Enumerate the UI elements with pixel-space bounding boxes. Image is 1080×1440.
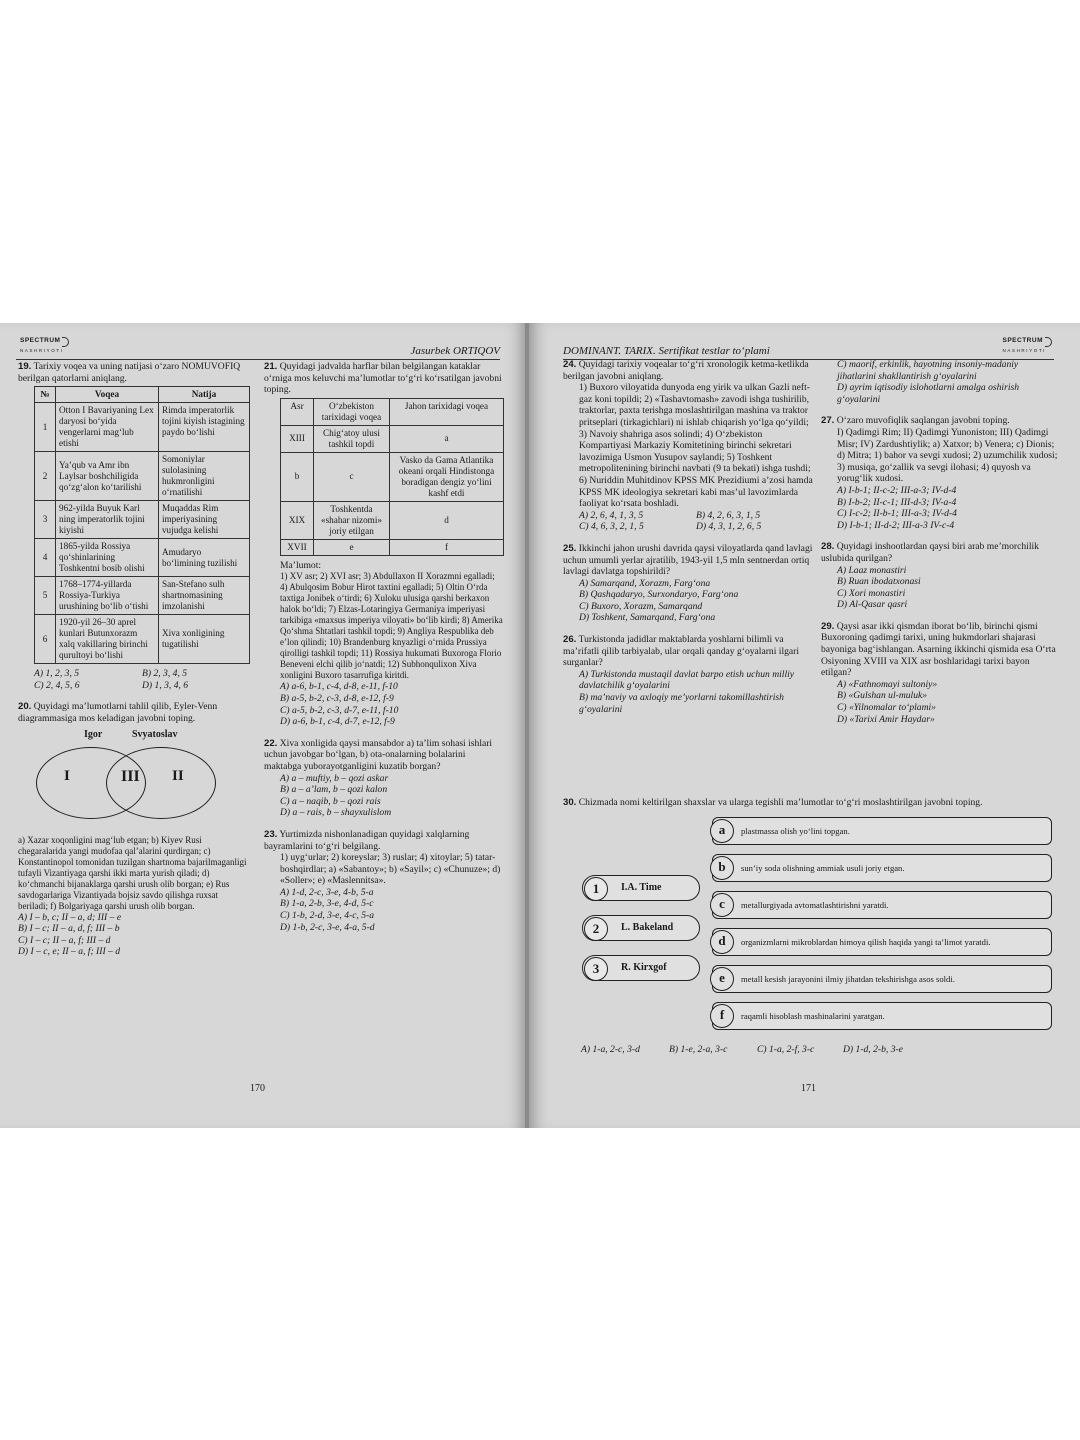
person-box-2	[582, 915, 700, 941]
table-header: Voqea	[56, 387, 159, 403]
table-cell: Chig‘atoy ulusi tashkil topdi	[314, 425, 390, 452]
table-row	[281, 425, 504, 452]
answer-b[interactable]: B) 4, 2, 6, 3, 1, 5	[696, 509, 761, 521]
question-29	[821, 621, 1059, 725]
table-cell: 2	[35, 452, 56, 501]
table-cell: XVII	[281, 539, 314, 555]
fact-box-c	[712, 891, 1052, 919]
table-cell: Xiva xonligining tugatilishi	[158, 615, 249, 664]
table-row	[35, 501, 250, 539]
answer-d[interactable]: D) I – c, e; II – a, f; III – d	[18, 946, 121, 958]
question-number: 25.	[563, 542, 577, 554]
question-text: Chizmada nomi keltirilgan shaxslar va ularga tegishli ma’lumotlar to‘g‘ri moslashtirilgan javobni toping.	[578, 797, 983, 808]
fact-key: e	[710, 967, 734, 991]
table-cell: 1	[35, 403, 56, 452]
q30-matching-diagram	[576, 809, 1066, 1033]
info-body: 1) XV asr; 2) XVI asr; 3) Abdullaxon II Xorazmni egalladi; 4) Abulqosim Bobur Hirot taxtini egalladi; 5) Oltin O‘rda taxtiga Jonibek o‘tirdi; 6) Xuloku ulusiga qarshi berkaxon halok bo‘ldi; 7) Elzas-Lotaringiya Germaniya imperiyasi tarkibiga «maxsus imperiya viloyati» bo‘lib kirdi; 8) Amerika Qo‘shma Shtatlari tashkil topdi; 9) Angliya Respublika deb e’lon qilindi; 10) Brandenburg knyazligi o‘rnida Prussiya qirolligi tashkil topdi; 11) Rossiya hukumati Buxoroga Florio Beneveni elchi qilib jo‘natdi; 12) Subhonqulixon Xiva xonligini Buxoro tasarrufiga kiritdi.	[280, 571, 503, 681]
answer-d[interactable]: D) 4, 3, 1, 2, 6, 5	[696, 521, 762, 533]
question-number: 28.	[821, 541, 835, 553]
answer-c[interactable]: C) Xori monastiri	[837, 587, 906, 599]
answer-a[interactable]: A) a – muftiy, b – qozi askar	[280, 772, 389, 784]
question-number: 29.	[821, 620, 835, 632]
page-number: 171	[801, 1083, 816, 1094]
answer-d[interactable]: D) a-6, b-1, c-4, d-7, e-12, f-9	[280, 716, 395, 728]
table-cell: b	[281, 452, 314, 501]
answer-d[interactable]: D) 1-b, 2-c, 3-e, 4-a, 5-d	[280, 921, 375, 933]
fact-text: metall kesish jarayonini ilmiy jihatdan tekshirishga asos soldi.	[741, 974, 955, 984]
table-cell: Rimda imperatorlik tojini kiyish istagining paydo bo‘lishi	[158, 403, 249, 452]
table-cell: XIX	[281, 501, 314, 539]
table-cell: Toshkentda «shahar nizomi» joriy etilgan	[314, 501, 390, 539]
answer-c[interactable]: C) I – c; II – a, f; III – d	[18, 934, 111, 946]
question-number: 30.	[563, 797, 577, 808]
fact-box-e	[712, 965, 1052, 993]
table-cell: 4	[35, 539, 56, 577]
question-number: 22.	[264, 737, 278, 749]
right-header	[563, 335, 1054, 360]
fact-text: raqamli hisoblash mashinalarini yaratgan.	[741, 1011, 885, 1021]
fact-key: a	[710, 819, 734, 843]
answer-b[interactable]: B) Qashqadaryo, Surxondaryo, Farg‘ona	[579, 589, 739, 601]
table-header: O‘zbekiston tarixidagi voqea	[314, 398, 390, 425]
question-23	[264, 829, 504, 933]
logo-arc-icon	[1045, 337, 1052, 347]
answer-c[interactable]: C) a – naqib, b – qozi rais	[280, 795, 381, 807]
answer-c[interactable]: C) 1-b, 2-d, 3-e, 4-c, 5-a	[280, 910, 375, 922]
answer-d[interactable]: D) Al-Qasar qasri	[837, 599, 908, 611]
person-number: 3	[584, 957, 608, 981]
answer-a[interactable]: A) Turkistonda mustaqil davlat barpo etish uchun milliy davlatchilik g‘oyalarini	[579, 668, 795, 692]
venn-right-label: Svyatoslav	[132, 728, 178, 740]
answer-c[interactable]: C) 2, 4, 5, 6	[34, 679, 80, 691]
answer-c[interactable]: C) 1-a, 2-f, 3-c	[757, 1044, 815, 1055]
answer-d[interactable]: D) «Tarixi Amir Haydar»	[837, 713, 935, 725]
table-cell: 1920-yil 26–30 aprel kunlari Butunxorazm xalq vakillaring birinchi qurultoyi bo‘lishi	[56, 615, 159, 664]
answer-b[interactable]: B) 1-a, 2-b, 3-e, 4-d, 5-c	[280, 898, 374, 910]
answer-b[interactable]: B) ma’naviy va axloqiy me’yorlarni takomillashtirish g‘oyalarini	[579, 692, 784, 715]
table-cell: Somoniylar sulolasining hukmronligini o‘rnatilishi	[158, 452, 249, 501]
answer-a[interactable]: A) 1-a, 2-c, 3-d	[581, 1044, 640, 1055]
table-row	[35, 577, 250, 615]
fact-text: sun’iy soda olishning ammiak usuli joriy etgan.	[741, 863, 905, 873]
question-22	[264, 738, 504, 819]
logo-arc-icon	[62, 337, 69, 347]
person-box-3	[582, 955, 700, 981]
question-text: Turkistonda jadidlar maktablarda yoshlarni bilimli va ma’rifatli qilib tarbiyalab, ular orqali qanday g‘oyalarni ilgari surganlar?	[563, 634, 800, 669]
question-text: Xiva xonligida qaysi mansabdor a) ta’lim sohasi ishlari uchun javobgar bo‘lgan, b) ota-onalarning bolalarini maktabga yuborayotganligini kuzatib borgan?	[264, 737, 493, 772]
table-row	[35, 539, 250, 577]
question-number: 27.	[821, 415, 835, 427]
fact-text: organizmlarni mikroblardan himoya qilish haqida yangi ta’limot yaratdi.	[741, 937, 991, 947]
venn-region-1: I	[64, 767, 70, 784]
book-spread	[0, 323, 1080, 1128]
table-row	[35, 452, 250, 501]
table-row	[35, 615, 250, 664]
person-box-1	[582, 875, 700, 901]
question-text: Quyidagi inshootlardan qaysi biri arab me’morchilik uslubida qurilgan?	[821, 541, 1039, 564]
answer-b[interactable]: B) 2, 3, 4, 5	[142, 668, 188, 680]
question-text: Yurtimizda nishonlanadigan quyidagi xalqlarning bayramlarini to‘g‘ri belgilang.	[264, 828, 470, 852]
question-body: I) Qadimgi Rim; II) Qadimgi Yunoniston; III) Qadimgi Misr; IV) Zardushtiylik; a) Xatxor; b) Venera; c) Dionis; d) Mitra; 1) bahor va sevgi xudosi; 2) uzumchilik xudosi; 3) musiqa, go‘zallik va sevgi ilohasi; 4) quyosh va yorug‘lik xudosi.	[837, 426, 1058, 485]
question-text: O‘zaro muvofiqlik saqlangan javobni toping.	[836, 415, 1010, 427]
answer-a[interactable]: A) I – b, c; II – a, d; III – e	[18, 911, 122, 923]
table-header: Asr	[281, 398, 314, 425]
question-19	[18, 361, 250, 691]
logo-sub: NASHRIYOTI	[1002, 348, 1047, 353]
venn-left-label: Igor	[84, 728, 103, 740]
table-cell: XIII	[281, 425, 314, 452]
question-28	[821, 541, 1059, 611]
left-column-2	[264, 361, 504, 943]
answer-a[interactable]: A) «Fathnomayi sultoniy»	[837, 678, 938, 690]
answer-d[interactable]: D) I-b-1; II-d-2; III-a-3 IV-c-4	[837, 519, 955, 531]
q19-table	[34, 386, 250, 664]
answer-b[interactable]: B) I-b-2; II-c-1; III-d-3; IV-a-4	[837, 496, 957, 508]
question-text: Ikkinchi jahon urushi davrida qaysi viloyatlarda qand lavlagi uchun umumli yerlar ajratilib, 1943-yil 1,5 mln sentnerdan ortiq lavlagi davlatga topshirildi?	[563, 542, 813, 578]
venn-region-2: II	[172, 767, 184, 784]
answer-a[interactable]: A) a-6, b-1, c-4, d-8, e-11, f-10	[280, 681, 398, 693]
answer-a[interactable]: A) I-b-1; II-c-2; III-a-3; IV-d-4	[837, 484, 957, 496]
question-text: Tarixiy voqea va uning natijasi o‘zaro NOMUVOFIQ berilgan qatorlarni aniqlang.	[18, 361, 241, 384]
answer-b[interactable]: B) 1-e, 2-a, 3-c	[669, 1044, 728, 1055]
fact-key: f	[710, 1004, 734, 1028]
question-body: 1) uyg‘urlar; 2) koreyslar; 3) ruslar; 4) xitoylar; 5) tatar-boshqirdlar; a) «Sabantoy»; b) «Sayil»; c) «Chunuze»; d) «Soller»; e) «Maslennitsa».	[280, 852, 501, 887]
table-cell: 1768–1774-yillarda Rossiya-Turkiya urushining bo‘lib o‘tishi	[56, 577, 159, 615]
question-25	[563, 543, 813, 624]
table-row	[35, 403, 250, 452]
answer-a[interactable]: A) Laaz monastiri	[837, 564, 907, 576]
q21-table	[280, 398, 504, 556]
publisher-logo	[1003, 337, 1052, 354]
table-cell: Otton I Bavariyaning Lex daryosi bo‘yida vengerlarni mag‘lub etishi	[56, 403, 159, 452]
question-26-continued	[821, 359, 1059, 405]
question-text: Qaysi asar ikki qismdan iborat bo‘lib, birinchi qismi Buxoroning qadimgi tarixi, uning hukmdorlari shajarasi bayoniga bag‘ishlangan. Asarning ikkinchi qismida esa O‘rta Osiyoning XVIII va XIX asr boshlaridagi tarixi bayon etilgan?	[821, 620, 1056, 679]
venn-diagram	[34, 729, 234, 825]
question-21	[264, 361, 504, 728]
table-row	[281, 501, 504, 539]
answer-b[interactable]: B) Ruan ibodatxonasi	[837, 576, 921, 588]
answer-d[interactable]: D) Toshkent, Samarqand, Farg‘ona	[579, 612, 716, 624]
table-cell: a	[389, 425, 503, 452]
table-cell: d	[389, 501, 503, 539]
question-body: a) Xazar xoqonligini mag‘lub etgan; b) Kiyev Rusi chegaralarida yangi mudofaa qal’alarini qurdirgan; c) Konstantinopol tomonidan tuzilgan shartnoma bajarilmaganligi tufayli Vizantiyaga qarshi ikki marta yurish qiladi; d) ko‘chmanchi bijanaklarga qarshi urush olib borgan; e) Rus savdogarlariga Vizantiyada bojsiz savdo qilishga ruxsat beriladi; f) Bolgariyaga qarshi urush olib borgan.	[18, 834, 247, 911]
answer-c[interactable]: C) «Yilnomalar to‘plami»	[837, 702, 936, 714]
fact-key: d	[710, 930, 734, 954]
answer-d[interactable]: D) 1-d, 2-b, 3-e	[843, 1044, 903, 1055]
fact-box-a	[712, 817, 1052, 845]
publisher-logo	[20, 337, 69, 354]
question-number: 24.	[563, 359, 577, 370]
answer-a[interactable]: A) Samarqand, Xorazm, Farg‘ona	[579, 577, 711, 589]
answer-b[interactable]: B) a – a’lam, b – qozi kalon	[280, 784, 388, 796]
question-text: Quyidagi tarixiy voqealar to‘g‘ri xronologik ketma-ketlikda berilgan javobni aniqlang.	[563, 359, 809, 382]
fact-key: c	[710, 893, 734, 917]
person-name: I.A. Time	[621, 882, 662, 893]
table-row	[281, 452, 504, 501]
answer-a[interactable]: A) 2, 6, 4, 1, 3, 5	[579, 509, 644, 521]
fact-text: plastmassa olish yo‘lini topgan.	[741, 826, 850, 836]
fact-box-b	[712, 854, 1052, 882]
table-cell: 5	[35, 577, 56, 615]
answer-a[interactable]: A) 1, 2, 3, 5	[34, 668, 80, 680]
person-name: R. Kirxgof	[621, 962, 667, 973]
table-cell: 962-yilda Buyuk Karl ning imperatorlik tojini kiyishi	[56, 501, 159, 539]
question-27	[821, 415, 1059, 531]
fact-key: b	[710, 856, 734, 880]
question-text: Quyidagi ma’lumotlarni tahlil qilib, Eyler-Venn diagrammasiga mos keladigan javobni toping.	[18, 701, 218, 724]
person-number: 1	[584, 877, 608, 901]
table-cell: Vasko da Gama Atlantika okeani orqali Hindistonga boradigan dengiz yo‘lini kashf etdi	[389, 452, 503, 501]
answer-d[interactable]: D) ayrim iqtisodiy islohotlarni amalga oshirish g‘oyalarini	[837, 382, 1020, 405]
answer-c[interactable]: C) Buxoro, Xorazm, Samarqand	[579, 600, 703, 612]
fact-text: metallurgiyada avtomatlashtirishni yaratdi.	[741, 900, 889, 910]
logo-sub: NASHRIYOTI	[20, 348, 64, 353]
answer-b[interactable]: B) I – c; II – a, d, f; III – b	[18, 923, 120, 935]
person-name: L. Bakeland	[621, 922, 674, 933]
table-cell: 3	[35, 501, 56, 539]
table-cell: Muqaddas Rim imperiyasining vujudga kelishi	[158, 501, 249, 539]
logo-name: SPECTRUM	[1002, 337, 1043, 344]
fact-box-d	[712, 928, 1052, 956]
question-number: 20.	[18, 701, 32, 713]
table-cell: e	[314, 539, 390, 555]
header-author: Jasurbek ORTIQOV	[410, 345, 500, 357]
table-cell: c	[314, 452, 390, 501]
question-text: Quyidagi jadvalda harflar bilan belgilangan kataklar o‘rniga mos keluvchi ma’lumotlar to‘g‘ri ko‘rsatilgan javobni toping.	[264, 361, 502, 396]
logo-name: SPECTRUM	[20, 337, 61, 344]
table-header: Jahon tarixidagi voqea	[389, 398, 503, 425]
q30-answers	[581, 1044, 1061, 1056]
answer-b[interactable]: B) «Gulshan ul-muluk»	[837, 690, 928, 702]
table-cell: 1865-yilda Rossiya qo‘shinlarining Toshkentni bosib olishi	[56, 539, 159, 577]
info-title: Ma’lumot:	[280, 559, 322, 571]
answer-a[interactable]: A) 1-d, 2-c, 3-e, 4-b, 5-a	[280, 886, 374, 898]
table-cell: Amudaryo bo‘limining tuzilishi	[158, 539, 249, 577]
question-number: 23.	[264, 828, 278, 840]
question-20	[18, 701, 250, 958]
table-row	[281, 539, 504, 555]
left-column-1	[18, 361, 250, 968]
question-number: 26.	[563, 634, 577, 646]
right-column-1	[563, 359, 813, 725]
question-24	[563, 359, 813, 533]
answer-b[interactable]: B) a-5, b-2, c-3, d-8, e-12, f-9	[280, 692, 394, 704]
answer-d[interactable]: D) a – rais, b – shayxulislom	[280, 807, 392, 819]
table-cell: Ya’qub va Amr ibn Laylsar boshchiligida qo‘zg‘alon ko‘tarilishi	[56, 452, 159, 501]
question-30	[563, 797, 1063, 809]
answer-c[interactable]: C) maorif, erkinlik, hayotning insoniy-madaniy jihatlarini shakllantirish g‘oyalarini	[837, 359, 1019, 382]
question-body: 1) Buxoro viloyatida dunyoda eng yirik va ulkan Gazli neft-gaz koni topildi; 2) «Tashavtomash» zavodi ishga tushirilib, traktorlar, paxta terishga moslashtirilgan mashina va traktor pritseplari (tirkagichlari) ni ishlab chiqarish yo‘lga qo‘yildi; 3) Navoiy shahriga asos solindi; 4) O‘zbekiston Kompartiyasi Markaziy Komitetining birinchi sekretari lavozimiga Usmon Yusupov saylandi; 5) Toshkent metropolitenining birinchi navbati (9 ta bekati) ishga tushdi; 6) Nuriddin Muhitdinov KPSS MK Prezidiumi a’zosi hamda KPSS MK ideologiya sekretari kabi mas’ul lavozimlarda faoliyat ko‘rsata boshladi.	[579, 382, 813, 510]
left-header	[16, 335, 500, 360]
person-number: 2	[584, 917, 608, 941]
table-header: Natija	[158, 387, 249, 403]
venn-region-3: III	[121, 767, 140, 785]
header-title: DOMINANT. TARIX. Sertifikat testlar to‘plami	[563, 345, 770, 357]
table-cell: f	[389, 539, 503, 555]
table-cell: 6	[35, 615, 56, 664]
table-header: №	[35, 387, 56, 403]
answer-c[interactable]: C) 4, 6, 3, 2, 1, 5	[579, 521, 644, 533]
question-number: 19.	[18, 361, 32, 372]
table-cell: San-Stefano sulh shartnomasining imzolanishi	[158, 577, 249, 615]
right-page	[529, 323, 1080, 1128]
question-number: 21.	[264, 361, 278, 372]
answer-d[interactable]: D) 1, 3, 4, 6	[142, 679, 189, 691]
left-page	[0, 323, 527, 1128]
right-column-2	[821, 359, 1059, 735]
page-number: 170	[250, 1083, 265, 1094]
answer-c[interactable]: C) I-c-2; II-b-1; III-a-3; IV-d-4	[837, 508, 957, 520]
fact-box-f	[712, 1002, 1052, 1030]
question-26	[563, 634, 813, 715]
answer-c[interactable]: C) a-5, b-2, c-3, d-7, e-11, f-10	[280, 704, 399, 716]
